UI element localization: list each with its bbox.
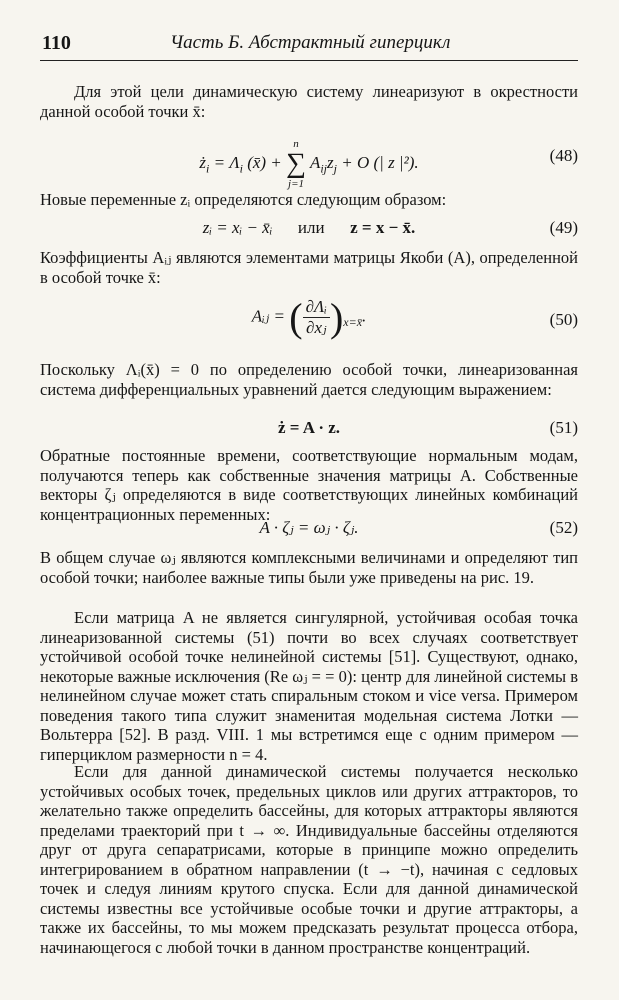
eq50-subscript: x=x̄ <box>343 314 363 329</box>
eq48-rhs-c: A <box>309 152 321 172</box>
eq50-lhs: Aᵢⱼ = <box>251 306 286 326</box>
eq49-vector: z = x − x̄. <box>350 218 416 237</box>
eq49-text: zᵢ = xᵢ − x̄ᵢ <box>202 218 273 237</box>
sum-bottom: j=1 <box>288 178 304 190</box>
eq49-or: или <box>297 218 325 237</box>
eq48-rhs-a: = Λ <box>213 152 240 172</box>
paragraph-6: В общем случае ωⱼ являются комплексными величинами и определяют тип особой точки; наиболее важные типы были уже приведены на рис. 19. <box>40 548 578 587</box>
page-header <box>40 28 580 58</box>
eq52-number: (52) <box>549 518 578 537</box>
eq48-rhs-b: (x̄) + <box>247 152 282 172</box>
paragraph-3: Коэффициенты Aᵢⱼ являются элементами матрицы Якоби (A), определенной в особой точке x̄: <box>40 248 578 287</box>
eq50-number: (50) <box>549 310 578 329</box>
equation-50: Aᵢⱼ = ( $\frac{\text{∂Λᵢ}}{\text{∂xⱼ}}$ )$_{x=x̄}$. (50) <box>251 295 578 340</box>
eq51-number: (51) <box>549 418 578 437</box>
header-rule <box>40 60 578 61</box>
equation-52 <box>40 518 578 550</box>
eq48-rhs-e: + O (| z |²). <box>341 152 419 172</box>
page-number: 110 <box>42 32 71 54</box>
paragraph-4: Поскольку Λᵢ(x̄) = 0 по определению особой точки, линеаризованная система дифференциальных уравнений дается следующим выражением: <box>40 360 578 399</box>
equation-48: $ż_i = \Lambda_i$ (x̄) + n ∑ j=1 $A_{ij}z_j + O$ (| z |²). (48) <box>199 138 578 190</box>
sum-top: n <box>293 138 299 150</box>
eq48-left: ż <box>199 152 206 172</box>
paragraph-8: Если для данной динамической системы получается несколько устойчивых особых точек, предельных циклов или других аттракторов, то желательно также определить бассейны, для которых аттракторы являются пределами траекторий при t → ∞. Индивидуальные бассейны отделяются друг от друга сепаратрисами, которые в принципе можно определить интегрированием в обратном направлении (t → −t), начиная с седловых точек и следуя линиям крутого спуска. Если для данной динамической системы известны все устойчивые особые точки и другие аттракторы, а также их бассейны, то мы можем предсказать результат процесса отбора, начинающегося с любой точки в данном пространстве концентраций. <box>40 762 578 957</box>
eq52-text: A · ζⱼ = ωⱼ · ζⱼ. <box>259 518 359 537</box>
eq50-denominator: ∂xⱼ <box>306 318 327 337</box>
paragraph-2: Новые переменные zᵢ определяются следующим образом: <box>40 190 447 209</box>
eq50-numerator: ∂Λᵢ <box>303 297 330 318</box>
paragraph-7: Если матрица A не является сингулярной, устойчивая особая точка линеаризованной системы (51) почти во всех случаях соответствует устойчивой особой точке нелинейной системы [51]. Существуют, однако, некоторые важные исключения (Re ωⱼ = = 0): центр для линейной системы в нелинейном случае может стать спиральным стоком и vice versa. Примером поведения такого типа служит знаменитая модельная система Лотки — Вольтерра [52]. В разд. VIII. 1 мы встретимся еще с одним примером — гиперциклом размерности n = 4. <box>40 608 578 764</box>
eq48-number: (48) <box>549 146 578 165</box>
equation-49 <box>40 218 578 250</box>
eq48-rhs-d: z <box>327 152 334 172</box>
eq51-text: ż = A · z. <box>277 418 341 437</box>
paragraph-5: Обратные постоянные времени, соответствующие нормальным модам, получаются теперь как собственные значения матрицы A. Собственные векторы ζⱼ определяются в виде соответствующих линейных комбинаций концентрационных переменных: <box>40 446 578 524</box>
eq50-fraction <box>303 297 330 338</box>
running-title: Часть Б. Абстрактный гиперцикл <box>170 32 451 53</box>
paragraph-1: Для этой цели динамическую систему линеаризуют в окрестности данной особой точки x̄: <box>40 82 578 121</box>
sum-symbol: n ∑ j=1 <box>286 138 306 190</box>
eq49-number: (49) <box>549 218 578 237</box>
